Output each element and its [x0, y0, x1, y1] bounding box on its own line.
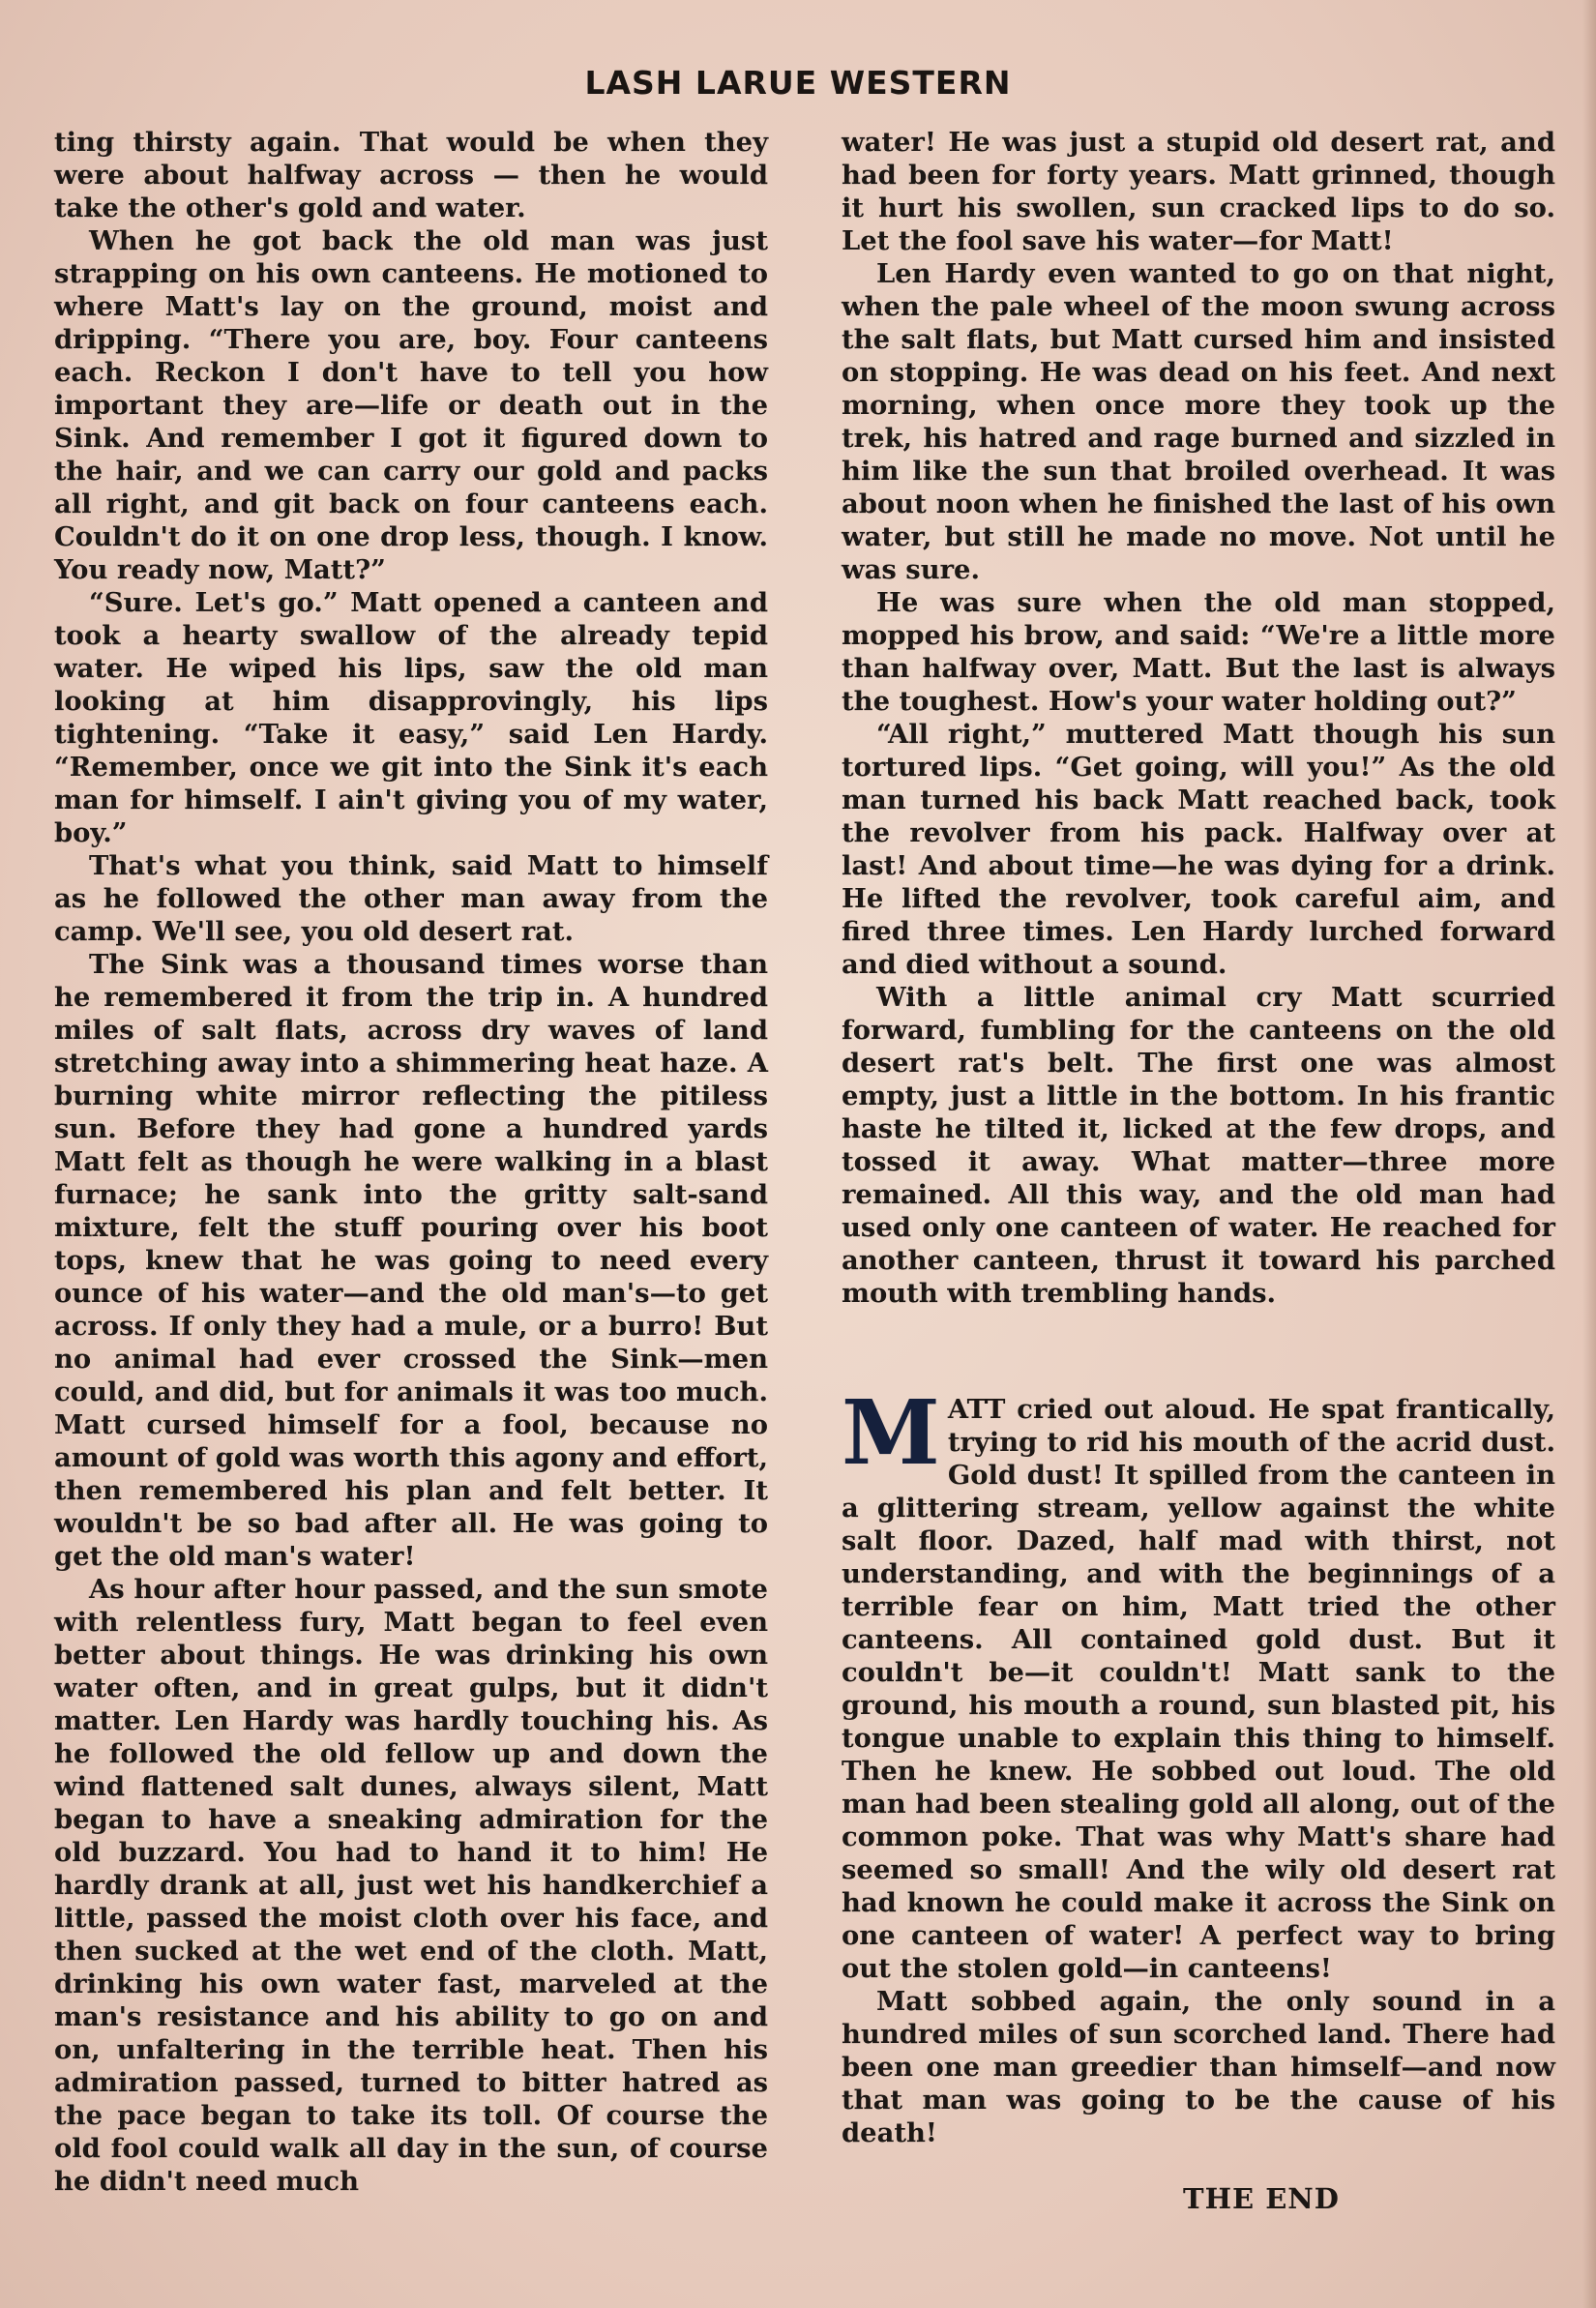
paragraph: “All right,” muttered Matt though his sun tortured lips. “Get going, will you!” As the old man turned his back Matt reached back, took the revolver from his pack. Halfway over at last! And about time—he was dying for a drink. He lifted the revolver, took careful aim, and fired three times. Len Hardy lurched forward and died without a sound.: [842, 719, 1555, 980]
paragraph: That's what you think, said Matt to himself as he followed the other man away from the camp. We'll see, you old desert rat.: [54, 850, 768, 947]
page-edge-shadow: [1582, 0, 1596, 2308]
paragraph: As hour after hour passed, and the sun smote with relentless fury, Matt began to feel even better about things. He was drinking his own water often, and in great gulps, but it didn't matter. Len Hardy was hardly touching his. As he followed the old fellow up and down the wind flattened salt dunes, always silent, Matt began to have a sneaking admiration for the old buzzard. You had to hand it to him! He hardly drank at all, just wet his handkerchief a little, passed the moist cloth over his face, and then sucked at the wet end of the cloth. Matt, drinking his own water fast, marveled at the man's resistance and his ability to go on and on, unfaltering in the terrible heat. Then his admiration passed, turned to bitter hatred as the pace began to take its toll. Of course the old fool could walk all day in the sun, of course he didn't need much: [54, 1574, 768, 2197]
left-column: [54, 126, 768, 2198]
the-end-label: THE END: [1183, 2182, 1340, 2215]
page-header: LASH LARUE WESTERN: [584, 64, 1012, 102]
closing-paragraph: Matt sobbed again, the only sound in a hundred miles of sun scorched land. There had been one man greedier than himself—and now that man was going to be the cause of his death!: [842, 1986, 1555, 2148]
paragraph: The Sink was a thousand times worse than he remembered it from the trip in. A hundred miles of salt flats, across dry waves of land stretching away into a shimmering heat haze. A burning white mirror reflecting the pitiless sun. Before they had gone a hundred yards Matt felt as though he were walking in a blast furnace; he sank into the gritty salt-sand mixture, felt the stuff pouring over his boot tops, knew that he was going to need every ounce of his water—and the old man's—to get across. If only they had a mule, or a burro! But no animal had ever crossed the Sink—men could, and did, but for animals it was too much. Matt cursed himself for a fool, because no amount of gold was worth this agony and effort, then remembered his plan and felt better. It wouldn't be so bad after all. He was going to get the old man's water!: [54, 949, 768, 1572]
paragraph: He was sure when the old man stopped, mopped his brow, and said: “We're a little more than halfway over, Matt. But the last is always the toughest. How's your water holding out?”: [842, 587, 1555, 717]
dropcap-paragraph-text: ATT cried out aloud. He spat frantically, trying to rid his mouth of the acrid dust. Gold dust! It spilled from the canteen in a glittering stream, yellow against the white salt floor. Dazed, half mad with thirst, not understanding, and with the beginnings of a terrible fear on him, Matt tried the other canteens. All contained gold dust. But it couldn't be—it couldn't! Matt sank to the ground, his mouth a round, sun blasted pit, his tongue unable to explain this thing to himself. Then he knew. He sobbed out loud. The old man had been stealing gold all along, out of the common poke. That was why Matt's share had seemed so small! And the wily old desert rat had known he could make it across the Sink on one canteen of water! A perfect way to bring out the stolen gold—in canteens!: [842, 1394, 1555, 1984]
paragraph: “Sure. Let's go.” Matt opened a canteen and took a hearty swallow of the already tepid water. He wiped his lips, saw the old man looking at him disapprovingly, his lips tightening. “Take it easy,” said Len Hardy. “Remember, once we git into the Sink it's each man for himself. I ain't giving you of my water, boy.”: [54, 587, 768, 848]
paragraph: ting thirsty again. That would be when they were about halfway across — then he would take the other's gold and water.: [54, 127, 768, 223]
paragraph: When he got back the old man was just strapping on his own canteens. He motioned to where Matt's lay on the ground, moist and dripping. “There you are, boy. Four canteens each. Reckon I don't have to tell you how important they are—life or death out in the Sink. And remember I got it figured down to the hair, and we can carry our gold and packs all right, and git back on four canteens each. Couldn't do it on one drop less, though. I know. You ready now, Matt?”: [54, 225, 768, 585]
paragraph: With a little animal cry Matt scurried forward, fumbling for the canteens on the old desert rat's belt. The first one was almost empty, just a little in the bottom. In his frantic haste he tilted it, licked at the few drops, and tossed it away. What matter—three more remained. All this way, and the old man had used only one canteen of water. He reached for another canteen, thrust it toward his parched mouth with trembling hands.: [842, 982, 1555, 1309]
dropcap-paragraph: [842, 1380, 1555, 1985]
paragraph: Len Hardy even wanted to go on that night, when the pale wheel of the moon swung across the salt flats, but Matt cursed him and insisted on stopping. He was dead on his feet. And next morning, when once more they took up the trek, his hatred and rage burned and sizzled in him like the sun that broiled overhead. It was about noon when he finished the last of his own water, but still he made no move. Not until he was sure.: [842, 258, 1555, 585]
drop-cap-letter: M: [842, 1380, 940, 1485]
paragraph: water! He was just a stupid old desert rat, and had been for forty years. Matt grinned, though it hurt his swollen, sun cracked lips to do so. Let the fool save his water—for Matt!: [842, 127, 1555, 256]
right-column: [842, 126, 1555, 2215]
